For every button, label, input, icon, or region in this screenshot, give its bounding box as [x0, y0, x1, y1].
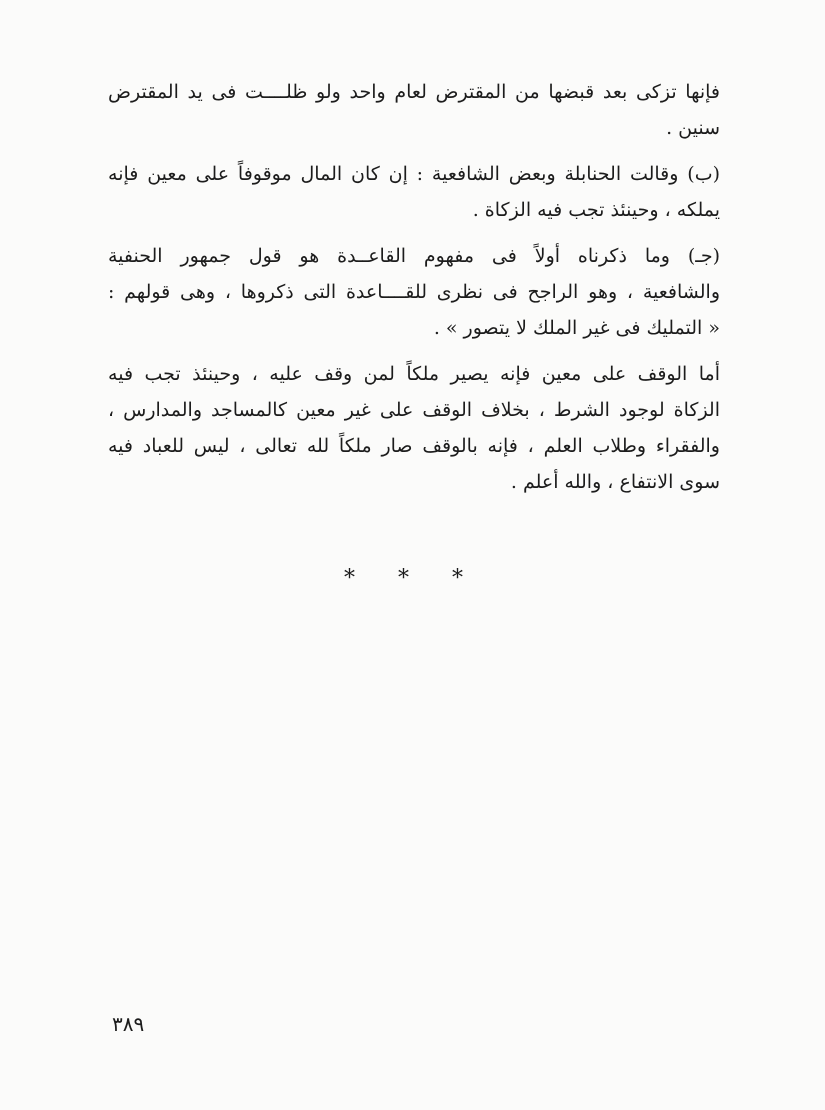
paragraph-majority-view — [108, 238, 720, 346]
text-line: الزكاة لوجود الشرط ، بخلاف الوقف على غير معين كالمساجد والمدارس ، — [107, 399, 720, 421]
page-number: ٣٨٩ — [112, 1012, 145, 1036]
text-line: فإنها تزكى بعد قبضها من المقترض لعام واحد ولو ظلــــت فى يد المقترض — [108, 81, 720, 103]
paragraph-loan-zakat — [108, 74, 720, 146]
paragraph-hanbali-view — [108, 156, 720, 228]
text-line: « التمليك فى غير الملك لا يتصور » . — [433, 317, 720, 339]
text-line: (ب) وقالت الحنابلة وبعض الشافعية : إن كان المال موقوفاً على معين فإنه — [108, 163, 720, 185]
text-line: يملكه ، وحينئذ تجب فيه الزكاة . — [472, 199, 720, 221]
text-line: والشافعية ، وهو الراجح فى نظرى للقــــاعدة التى ذكروها ، وهى قولهم : — [107, 281, 720, 303]
text-line: سوى الانتفاع ، والله أعلم . — [510, 471, 720, 493]
section-separator: * * * — [344, 566, 481, 591]
text-line: والفقراء وطلاب العلم ، فإنه بالوقف صار ملكاً لله تعالى ، ليس للعباد فيه — [108, 435, 720, 457]
text-line: أما الوقف على معين فإنه يصير ملكاً لمن وقف عليه ، وحينئذ تجب فيه — [108, 363, 720, 385]
text-line: (جـ) وما ذكرناه أولاً فى مفهوم القاعــدة هو قول جمهور الحنفية — [107, 245, 720, 267]
text-line: سنين . — [666, 117, 720, 139]
paragraph-waqf — [108, 356, 720, 500]
